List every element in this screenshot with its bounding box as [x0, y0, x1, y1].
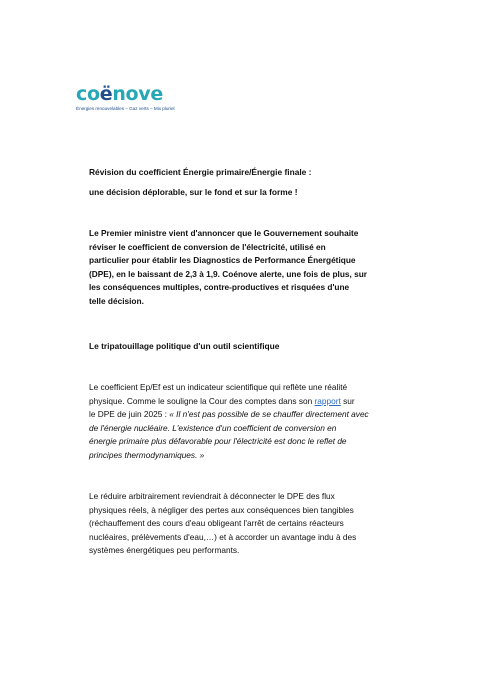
coenove-logo [76, 84, 175, 111]
intro-line: Le Premier ministre vient d'annoncer que le Gouvernement souhaite [89, 228, 359, 238]
para1-line2-tail: sur [343, 395, 355, 406]
intro-paragraph [89, 227, 419, 309]
para2-line: (réchauffement des cours d'eau obligeant l'arrêt de certains réacteurs [89, 518, 344, 529]
rapport-link[interactable]: rapport [314, 395, 341, 406]
para1-line [89, 395, 419, 409]
logo-wordmark [76, 84, 175, 104]
para2-line: physiques réels, à négliger des pertes aux conséquences bien tangibles [89, 504, 354, 515]
quote-start: « Il n'est pas possible de se chauffer directement avec [169, 409, 369, 420]
logo-tagline: Énergies renouvelables – Gaz verts – Mix pluriel [76, 106, 175, 111]
section-heading: Le tripatouillage politique d'un outil scientifique [89, 341, 280, 351]
quote-line: énergie primaire plus défavorable pour l'électricité est donc le reflet de [89, 436, 347, 447]
para2-line: Le réduire arbitrairement reviendrait à déconnecter le DPE des flux [89, 491, 335, 501]
para1-line2-text: physique. Comme le souligne la Cour des comptes dans son [89, 395, 313, 406]
title-line-2: une décision déplorable, sur le fond et sur la forme ! [89, 187, 298, 197]
intro-line: particulier pour établir les Diagnostics de Performance Énergétique [89, 255, 356, 266]
para1-line [89, 408, 419, 422]
paragraph-2 [89, 490, 419, 558]
quote-line: principes thermodynamiques. » [89, 449, 205, 460]
para2-line: nucléaires, prélèvements d'eau,…) et à accorder un avantage indu à des [89, 531, 357, 542]
title-line-1: Révision du coefficient Énergie primaire/Énergie finale : [89, 167, 312, 177]
intro-line: réviser le coefficient de conversion de l'électricité, utilisé en [89, 241, 326, 252]
intro-line: les conséquences multiples, contre-productives et risquées d'une [89, 282, 350, 293]
logo-part-nove: nove [112, 83, 163, 105]
para1-line3-prefix: le DPE de juin 2025 : [89, 409, 170, 420]
quote-line: de l'énergie nucléaire. L'existence d'un coefficient de conversion en [89, 422, 337, 433]
para2-line: systèmes énergétiques peu performants. [89, 545, 240, 556]
logo-part-co: co [76, 83, 100, 105]
logo-part-e: ë [99, 83, 113, 105]
paragraph-1 [89, 381, 419, 463]
intro-line: (DPE), en le baissant de 2,3 à 1,9. Coénove alerte, une fois de plus, sur [89, 268, 368, 279]
intro-line: telle décision. [89, 295, 144, 306]
para1-line: Le coefficient Ep/Ef est un indicateur scientifique qui reflète une réalité [89, 382, 348, 392]
